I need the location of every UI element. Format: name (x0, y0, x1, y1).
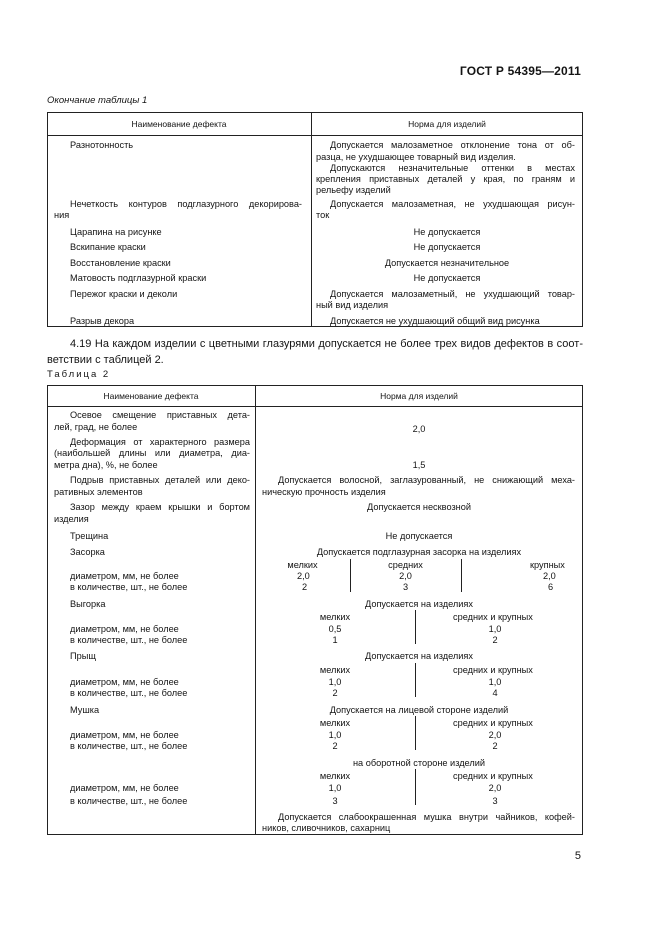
quantity-label: в количестве, шт., не более (70, 741, 188, 751)
table1-row-norm: Не допускается (413, 242, 481, 252)
value-cell: 3 (332, 796, 338, 806)
quantity-label: в количестве, шт., не более (70, 688, 188, 698)
table2-row-norm: Не допускается (385, 531, 453, 541)
table2-row-name: метра дна), %, не более (54, 460, 158, 470)
table1-row-name: ния (54, 210, 70, 220)
value-cell: 3 (402, 582, 409, 592)
value-cell: 1,0 (488, 677, 502, 687)
table1-row-norm: Не допускается (413, 227, 481, 237)
document-number: ГОСТ Р 54395—2011 (459, 64, 581, 78)
table2-row-name: Осевое смещение приставных дета- (70, 410, 250, 420)
diameter-label: диаметром, мм, не более (70, 730, 179, 740)
value-cell: 2 (332, 741, 338, 751)
table2-row-norm: Допускается волосной, заглазурованный, не снижающий меха- (278, 475, 575, 485)
table1-row-norm: разца, не ухудшающее товарный вид изделия. (316, 152, 516, 162)
value-cell: 1,0 (488, 624, 502, 634)
table2-row-name: Трещина (70, 531, 109, 541)
speck-note: Допускается слабоокрашенная мушка внутри чайников, кофей- (278, 812, 575, 822)
value-cell: 1 (332, 635, 338, 645)
table2-row-norm: Допускается на изделиях (365, 599, 473, 609)
size-label-small: мелких (319, 665, 351, 675)
quantity-label: в количестве, шт., не более (70, 635, 188, 645)
table2-row-norm: на оборотной стороне изделий (352, 758, 485, 768)
table2-row-name: Деформация от характерного размера (70, 437, 250, 447)
table1-header-norm: Норма для изделий (408, 119, 486, 129)
table1-row-norm: ток (316, 210, 330, 220)
size-label-medium-large: средних и крупных (453, 612, 533, 622)
size-label-small: мелких (319, 718, 351, 728)
table2-row-norm: ническую прочность изделия (262, 487, 386, 497)
table2-row-norm: 2,0 (412, 424, 426, 434)
table1-row-name: Восстановление краски (70, 258, 171, 268)
table2-row-norm: Допускается на лицевой стороне изделий (329, 705, 509, 715)
table1-header-divider (47, 135, 583, 136)
table2-row-name: Выгорка (70, 599, 106, 609)
table1-row-norm: Допускается незначительное (384, 258, 510, 268)
page-number: 5 (574, 850, 581, 862)
table2-row-norm: Допускается на изделиях (365, 651, 473, 661)
table2-row-name: изделия (54, 514, 89, 524)
diameter-label: диаметром, мм, не более (70, 571, 179, 581)
table2-row-name: лей, град, не более (54, 422, 138, 432)
size-label-large: крупных (530, 560, 565, 570)
table1-caption: Окончание таблицы 1 (47, 95, 148, 106)
table1-row-norm: ный вид изделия (316, 300, 389, 310)
table1-row-norm: Допускаются незначительные оттенки в местах (330, 163, 575, 173)
table2-row-name: Прыщ (70, 651, 96, 661)
table2-row-name: Зазор между краем крышки и бортом (70, 502, 250, 512)
table2-row-norm: 1,5 (412, 460, 426, 470)
diameter-label: диаметром, мм, не более (70, 624, 179, 634)
table1-row-norm: Допускается малозаметный, не ухудшающий товар- (330, 289, 575, 299)
quantity-label: в количестве, шт., не более (70, 582, 188, 592)
table2-row-norm: Допускается подглазурная засорка на изделиях (316, 547, 522, 557)
value-cell: 0,5 (328, 624, 342, 634)
table1-row-norm: Не допускается (413, 273, 481, 283)
table1-row-name: Вскипание краски (70, 242, 146, 252)
value-cell: 2,0 (399, 571, 412, 581)
table1-row-norm: Допускается малозаметная, не ухудшающая рисун- (330, 199, 575, 209)
table1-row-norm: Допускается малозаметное отклонение тона от об- (330, 140, 575, 150)
table1-header-name: Наименование дефекта (131, 119, 227, 129)
value-cell: 2 (492, 635, 498, 645)
value-cell: 1,0 (328, 783, 342, 793)
table1-row-norm: рельефу изделий (316, 185, 391, 195)
table2-row-name: Мушка (70, 705, 100, 715)
value-cell: 2 (302, 582, 308, 592)
value-cell: 6 (548, 582, 554, 592)
value-cell: 3 (492, 796, 498, 806)
table1-row-name: Разрыв декора (70, 316, 135, 326)
value-cell: 2 (492, 741, 498, 751)
value-cell: 4 (492, 688, 498, 698)
table1-row-norm: Допускается не ухудшающий общий вид рисунка (330, 316, 540, 326)
value-cell: 2,0 (543, 571, 556, 581)
size-label-medium: средних (388, 560, 423, 570)
size-label-medium-large: средних и крупных (453, 665, 533, 675)
table2-row-name: ративных элементов (54, 487, 143, 497)
speck-note: ников, сливочников, сахарниц (262, 823, 391, 833)
table2-header-norm: Норма для изделий (380, 391, 458, 401)
diameter-label: диаметром, мм, не более (70, 677, 179, 687)
paragraph-4-19-line1: 4.19 На каждом изделии с цветными глазурями допускается не более трех видов дефектов в соот- (70, 338, 583, 350)
table2-row-name: Засорка (70, 547, 105, 557)
diameter-label: диаметром, мм, не более (70, 783, 179, 793)
table2-caption: Таблица 2 (47, 369, 111, 380)
value-cell: 2,0 (488, 730, 502, 740)
size-label-medium-large: средних и крупных (453, 718, 533, 728)
value-cell: 2 (332, 688, 338, 698)
value-cell: 2,0 (488, 783, 502, 793)
size-label-small: мелких (319, 771, 351, 781)
table2-row-name: (наибольшей длины или диаметра, диа- (54, 448, 250, 458)
quantity-label: в количестве, шт., не более (70, 796, 188, 806)
value-cell: 1,0 (328, 677, 342, 687)
litter-subcolumn-divider (461, 559, 462, 592)
size-label-small: мелких (287, 560, 318, 570)
paragraph-4-19-line2: ветствии с таблицей 2. (47, 354, 164, 366)
size-label-medium-large: средних и крупных (453, 771, 533, 781)
table1-row-norm: крепления приставных деталей у края, по граням и (316, 174, 575, 184)
table2-header-divider (47, 406, 583, 407)
table2-row-norm: Допускается несквозной (367, 502, 471, 512)
table1-row-name: Нечеткость контуров подглазурного декорирова- (70, 199, 302, 209)
table1-row-name: Разнотонность (70, 140, 134, 150)
table1-column-divider (311, 112, 312, 327)
table2-header-name: Наименование дефекта (103, 391, 199, 401)
value-cell: 1,0 (328, 730, 342, 740)
value-cell: 2,0 (297, 571, 310, 581)
table1-row-name: Пережог краски и деколи (70, 289, 178, 299)
table2-row-name: Подрыв приставных деталей или деко- (70, 475, 250, 485)
table1-row-name: Царапина на рисунке (70, 227, 162, 237)
size-label-small: мелких (319, 612, 351, 622)
table1-row-name: Матовость подглазурной краски (70, 273, 207, 283)
